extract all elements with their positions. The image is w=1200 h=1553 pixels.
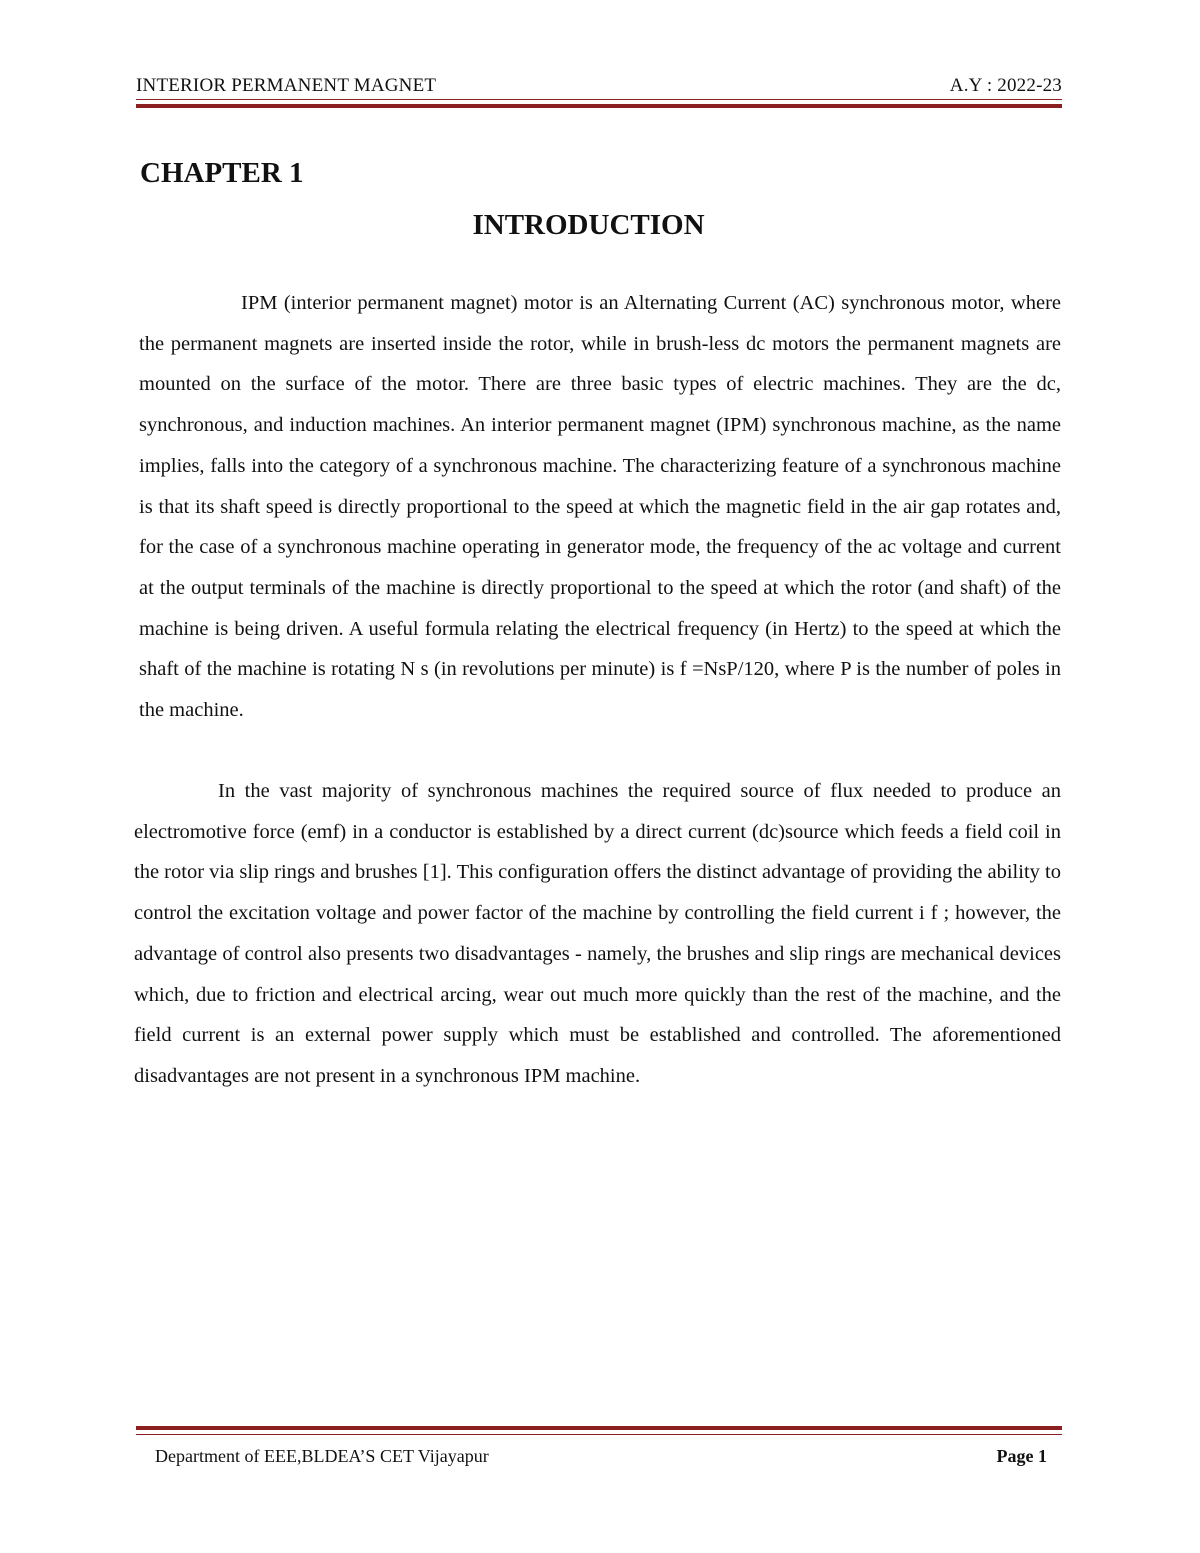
header-academic-year: A.Y : 2022-23 [949,75,1062,96]
chapter-title: INTRODUCTION [472,209,705,241]
footer-rule-thick [136,1426,1062,1430]
header-rule-thin [136,99,1062,100]
header-rule-thick [136,104,1062,108]
footer-rule-thin [136,1434,1062,1435]
footer-department: Department of EEE,BLDEA’S CET Vijayapur [155,1446,489,1466]
body-paragraph-2: In the vast majority of synchronous machines the required source of flux needed to produce an electromotive force (emf) in a conductor is established by a direct current (dc)source which feeds a field coil in the rotor via slip rings and brushes [1]. This configuration offers the distinct advantage of providing the ability to control the excitation voltage and power factor of the machine by controlling the field current i f ; however, the advantage of control also presents two disadvantages - namely, the brushes and slip rings are mechanical devices which, due to friction and electrical arcing, wear out much more quickly than the rest of the machine, and the field current is an external power supply which must be established and controlled. The aforementioned disadvantages are not present in a synchronous IPM machine. [134,780,1061,1087]
footer-page-number: Page 1 [996,1446,1047,1466]
chapter-number: CHAPTER 1 [140,157,304,189]
body-paragraph-1: IPM (interior permanent magnet) motor is an Alternating Current (AC) synchronous motor, where the permanent magnets are inserted inside the rotor, while in brush-less dc motors the permanent magnets are mounted on the surface of the motor. There are three basic types of electric machines. They are the dc, synchronous, and induction machines. An interior permanent magnet (IPM) synchronous machine, as the name implies, falls into the category of a synchronous machine. The characterizing feature of a synchronous machine is that its shaft speed is directly proportional to the speed at which the magnetic field in the air gap rotates and, for the case of a synchronous machine operating in generator mode, the frequency of the ac voltage and current at the output terminals of the machine is directly proportional to the speed at which the rotor (and shaft) of the machine is being driven. A useful formula relating the electrical frequency (in Hertz) to the speed at which the shaft of the machine is rotating N s (in revolutions per minute) is f =NsP/120, where P is the number of poles in the machine. [139,292,1061,722]
page-header [136,74,1062,98]
page-footer [155,1443,1047,1469]
header-title: INTERIOR PERMANENT MAGNET [136,75,437,96]
